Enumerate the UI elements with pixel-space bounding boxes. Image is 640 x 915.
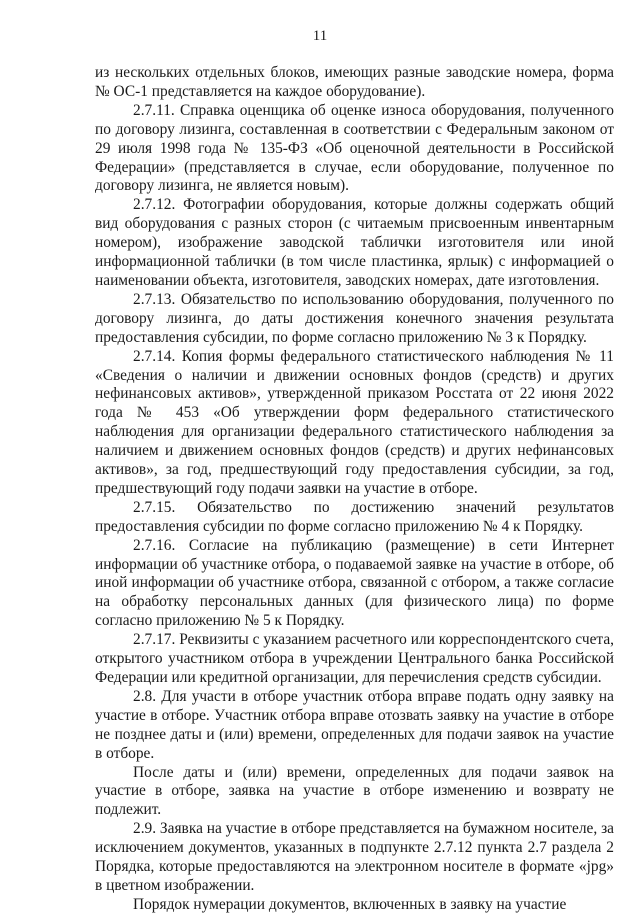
paragraph-2-7-11: 2.7.11. Справка оценщика об оценке износа оборудования, полученного по договору лизинга, составленная в соответствии с Федеральным законом от 29 июля 1998 года № 135-ФЗ «Об оценочной деятельности в Российской Федерации» (представляется в случае, если оборудование, полученное по договору лизинга, не является новым).: [95, 101, 614, 195]
paragraph-2-7-13: 2.7.13. Обязательство по использованию оборудования, полученного по договору лизинга, до даты достижения конечного значения результата предоставления субсидии, по форме согласно приложению № 3 к Порядку.: [95, 290, 614, 346]
page-number: 11: [312, 28, 328, 44]
paragraph-2-7-15: 2.7.15. Обязательство по достижению значений результатов предоставления субсидии по форме согласно приложению № 4 к Порядку.: [95, 498, 614, 535]
paragraph-2-9: 2.9. Заявка на участие в отборе представляется на бумажном носителе, за исключением документов, указанных в подпункте 2.7.12 пункта 2.7 раздела 2 Порядка, которые предоставляются на электронном носителе в формате «jpg» в цветном изображении.: [95, 820, 614, 894]
paragraph-numbering-order: Порядок нумерации документов, включенных в заявку на участие: [133, 895, 567, 913]
paragraph-2-8-after-deadline: После даты и (или) времени, определенных для подачи заявок на участие в отборе, заявка на участие в отборе изменению и возврату не подлежит.: [95, 763, 614, 819]
paragraph-2-7-16: 2.7.16. Согласие на публикацию (размещение) в сети Интернет информации об участнике отбора, о подаваемой заявке на участие в отборе, об иной информации об участнике отбора, связанной с отбором, а также согласие на обработку персональных данных (для физического лица) по форме согласно приложению № 5 к Порядку.: [95, 536, 614, 630]
paragraph-2-7-14: 2.7.14. Копия формы федерального статистического наблюдения № 11 «Сведения о наличии и движении основных фондов (средств) и других нефинансовых активов», утвержденной приказом Росстата от 22 июня 2022 года № 453 «Об утверждении форм федерального статистического наблюдения для организации федерального статистического наблюдения за наличием и движением основных фондов (средств) и других нефинансовых активов», за год, предшествующий году предоставления субсидии, за год, предшествующий году подачи заявки на участие в отборе.: [95, 347, 614, 497]
document-body: [95, 64, 614, 915]
paragraph-2-7-17: 2.7.17. Реквизиты с указанием расчетного или корреспондентского счета, открытого участником отбора в учреждении Центрального банка Российской Федерации или кредитной организации, для перечисления средств субсидии.: [95, 631, 614, 686]
paragraph-2-7-12: 2.7.12. Фотографии оборудования, которые должны содержать общий вид оборудования с разных сторон (с читаемым присвоенным инвентарным номером), изображение заводской таблички изготовителя или иной информационной таблички (в том числе пластинка, ярлык) с информацией о наименовании объекта, изготовителя, заводских номерах, дате изготовления.: [95, 196, 614, 289]
paragraph-ocl-continuation: из нескольких отдельных блоков, имеющих разные заводские номера, форма № ОС-1 представляется на каждое оборудование).: [95, 64, 614, 100]
paragraph-2-8: 2.8. Для участи в отборе участник отбора вправе подать одну заявку на участие в отборе. Участник отбора вправе отозвать заявку на участие в отборе не позднее даты и (или) времени, определенных для подачи заявок на участие в отборе.: [95, 687, 614, 762]
